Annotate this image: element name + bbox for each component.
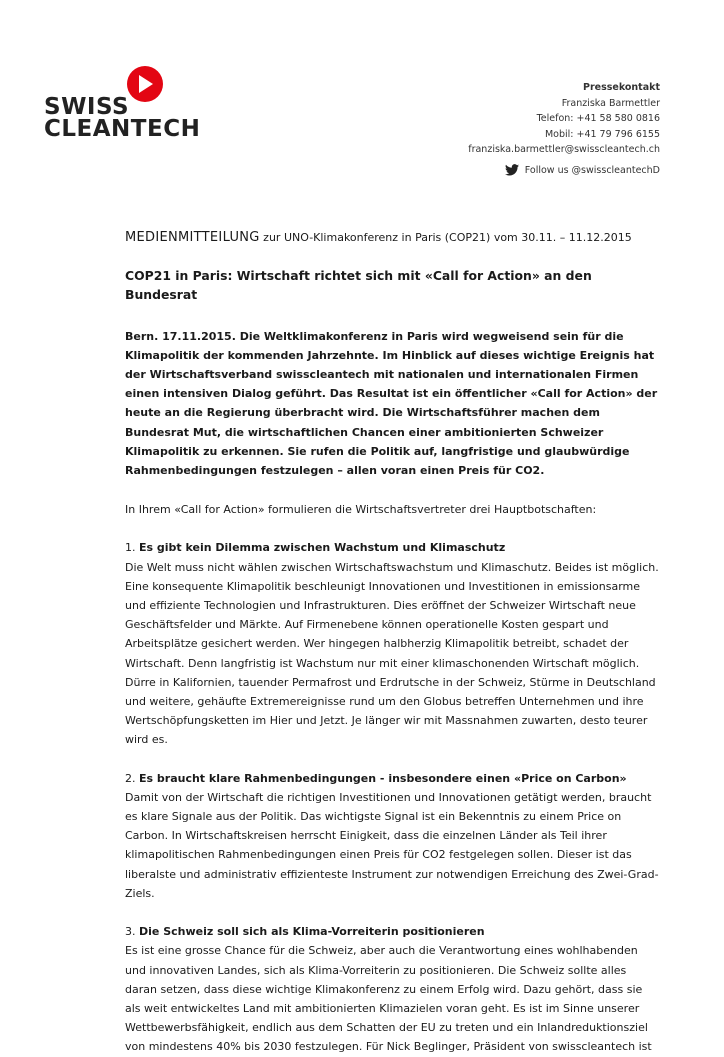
swiss-cleantech-logo	[44, 66, 201, 146]
release-subtitle: zur UNO-Klimakonferenz in Paris (COP21) vom 30.11. – 11.12.2015	[259, 231, 632, 244]
section-body: Damit von der Wirtschaft die richtigen Investitionen und Innovationen getätigt werden, braucht es klare Signale aus der Politik. Das wichtigste Signal ist ein Bekenntnis zu einem Price on Carbon. In Wirtschaftskreisen herrscht Einigkeit, dass die einzelnen Länder als Teil ihrer klimapolitischen Rahmenbedingungen einen Preis für CO2 festgelegen sollen. Dieser ist das liberalste und administrativ effizienteste Instrument zur notwendigen Erreichung des Zwei-Grad-Ziels.	[125, 790, 659, 900]
contact-name: Franziska Barmettler	[561, 97, 660, 109]
section-title: Es gibt kein Dilemma zwischen Wachstum und Klimaschutz	[139, 541, 506, 555]
logo-wordmark	[44, 96, 200, 140]
section-1	[125, 538, 660, 749]
logo-line-1: SWISS	[44, 94, 130, 120]
contact-phone: Telefon: +41 58 580 0816	[536, 113, 660, 124]
section-title: Die Schweiz soll sich als Klima-Vorreiterin positionieren	[139, 925, 485, 939]
contact-mobile: Mobil: +41 79 796 6155	[544, 128, 660, 140]
section-2	[125, 769, 660, 903]
lead-paragraph: Bern. 17.11.2015. Die Weltklimakonferenz in Paris wird wegweisend sein für die Klimapolitik der kommenden Jahrzehnte. Im Hinblick auf dieses wichtige Ereignis hat der Wirtschaftsverband swisscleantech mit nationalen und internationalen Firmen einen intensiven Dialog geführt. Das Resultat ist ein öffentlicher «Call for Action» der heute an die Regierung überbracht wird. Die Wirtschaftsführer machen dem Bundesrat Mut, die wirtschaftlichen Chancen einer ambitionierten Schweizer Klimapolitik zu erkennen. Sie rufen die Politik auf, langfristige und glaubwürdige Rahmenbedingungen festzulegen – allen voran einen Preis für CO2.	[125, 329, 658, 478]
section-body: Es ist eine grosse Chance für die Schweiz, aber auch die Verantwortung eines wohlhabenden und innovativen Landes, sich als Klima-Vorreiterin zu positionieren. Die Schweiz sollte alles daran setzen, dass diese wichtige Klimakonferenz zu einem Erfolg wird. Dazu gehört, dass sie als weit entwickeltes Land mit ambitionierten Klimazielen voran geht. Es ist im Sinne unserer Wettbewerbsfähigkeit, endlich aus dem Schatten der EU zu treten und ein Inlandreduktionsziel von mindestens 40% bis 2030 festzulegen. Für Nick Beglinger, Präsident von swisscleantech ist	[125, 944, 652, 1054]
intro-paragraph: In Ihrem «Call for Action» formulieren die Wirtschaftsvertreter drei Hauptbotschaften:	[125, 503, 597, 517]
section-number: 2.	[125, 771, 139, 785]
section-body: Die Welt muss nicht wählen zwischen Wirtschaftswachstum und Klimaschutz. Beides ist möglich. Eine konsequente Klimapolitik beschleunigt Innovationen und Investitionen in emissionsarme und effiziente Technologien und Infrastrukturen. Dies eröffnet der Schweizer Wirtschaft neue Geschäftsfelder und Märkte. Auf Firmenebene können operationelle Kosten gespart und Arbeitsplätze gesichert werden. Wer hingegen halbherzig Klimapolitik betreibt, schadet der Wirtschaft. Denn langfristig ist Wachstum nur mit einer klimaschonenden Wirtschaft möglich. Dürre in Kalifornien, tauender Permafrost und Erdrutsche in der Schweiz, Stürme in Deutschland und weitere, gehäufte Extremereignisse rund um den Globus betreffen Unternehmen und ihre Wertschöpfungsketten im Hier und Jetzt. Je länger wir mit Massnahmen zuwarten, desto teurer wird es.	[125, 560, 659, 747]
section-title: Es braucht klare Rahmenbedingungen - insbesondere einen «Price on Carbon»	[139, 771, 627, 785]
section-number: 1.	[125, 541, 139, 555]
release-header	[125, 228, 660, 247]
twitter-bird-icon	[505, 164, 519, 176]
release-label: MEDIENMITTEILUNG	[125, 230, 260, 245]
press-contact	[468, 80, 660, 158]
section-3	[125, 922, 660, 1056]
twitter-follow[interactable]	[505, 164, 660, 176]
contact-email[interactable]: franziska.barmettler@swisscleantech.ch	[468, 144, 660, 155]
logo-line-2: CLEANTECH	[44, 116, 201, 142]
twitter-handle[interactable]: Follow us @swisscleantechD	[524, 164, 660, 176]
contact-heading: Pressekontakt	[582, 82, 660, 93]
press-release-body	[125, 228, 660, 1057]
release-title: COP21 in Paris: Wirtschaft richtet sich mit «Call for Action» an den Bundesrat	[125, 268, 592, 303]
section-number: 3.	[125, 925, 139, 939]
